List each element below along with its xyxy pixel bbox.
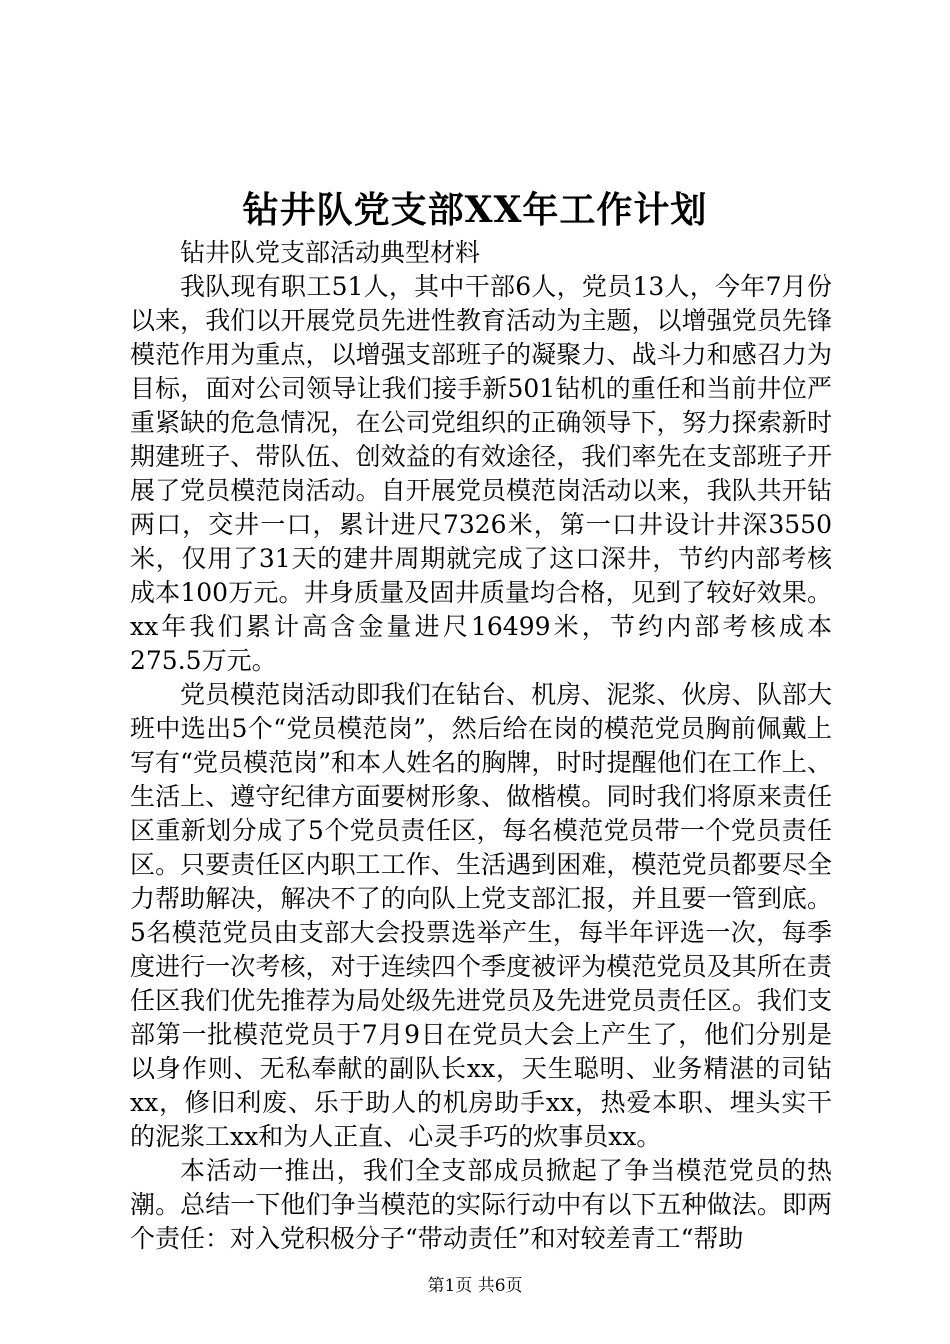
document-title: 钻井队党支部XX年工作计划: [242, 189, 708, 231]
page-footer: 第1页 共6页: [427, 1276, 523, 1296]
paragraph-1: 我队现有职工51人，其中干部6人，党员13人，今年7月份以来，我们以开展党员先进性教育活动为主题，以增强党员先锋模范作用为重点，以增强支部班子的凝聚力、战斗力和感召力为目标，面对公司领导让我们接手新501钻机的重任和当前井位严重紧缺的危急情况，在公司党组织的正确领导下，努力探索新时期建班子、带队伍、创效益的有效途径，我们率先在支部班子开展了党员模范岗活动。自开展党员模范岗活动以来，我队共开钻两口，交井一口，累计进尺7326米，第一口井设计井深3550米，仅用了31天的建井周期就完成了这口深井，节约内部考核成本100万元。井身质量及固井质量均合格，见到了较好效果。xx年我们累计高含金量进尺16499米，节约内部考核成本275.5万元。: [130, 272, 832, 675]
paragraph-2: 党员模范岗活动即我们在钻台、机房、泥浆、伙房、队部大班中选出5个“党员模范岗”，然后给在岗的模范党员胸前佩戴上写有“党员模范岗”和本人姓名的胸牌，时时提醒他们在工作上、生活上、遵守纪律方面要树形象、做楷模。同时我们将原来责任区重新划分成了5个党员责任区，每名模范党员带一个党员责任区。只要责任区内职工工作、生活遇到困难，模范党员都要尽全力帮助解决，解决不了的向队上党支部汇报，并且要一管到底。5名模范党员由支部大会投票选举产生，每半年评选一次，每季度进行一次考核，对于连续四个季度被评为模范党员及其所在责任区我们优先推荐为局处级先进党员及先进党员责任区。我们支部第一批模范党员于7月9日在党员大会上产生了，他们分别是以身作则、无私奉献的副队长xx，天生聪明、业务精湛的司钻xx，修旧利废、乐于助人的机房助手xx，热爱本职、埋头实干的泥浆工xx和为人正直、心灵手巧的炊事员xx。: [130, 680, 832, 1151]
document-body: [130, 270, 832, 1256]
document-subtitle: 钻井队党支部活动典型材料: [180, 238, 481, 267]
paragraph-3: 本活动一推出，我们全支部成员掀起了争当模范党员的热潮。总结一下他们争当模范的实际行动中有以下五种做法。即两个责任：对入党积极分子“带动责任”和对较差青工“帮助: [130, 1156, 832, 1253]
